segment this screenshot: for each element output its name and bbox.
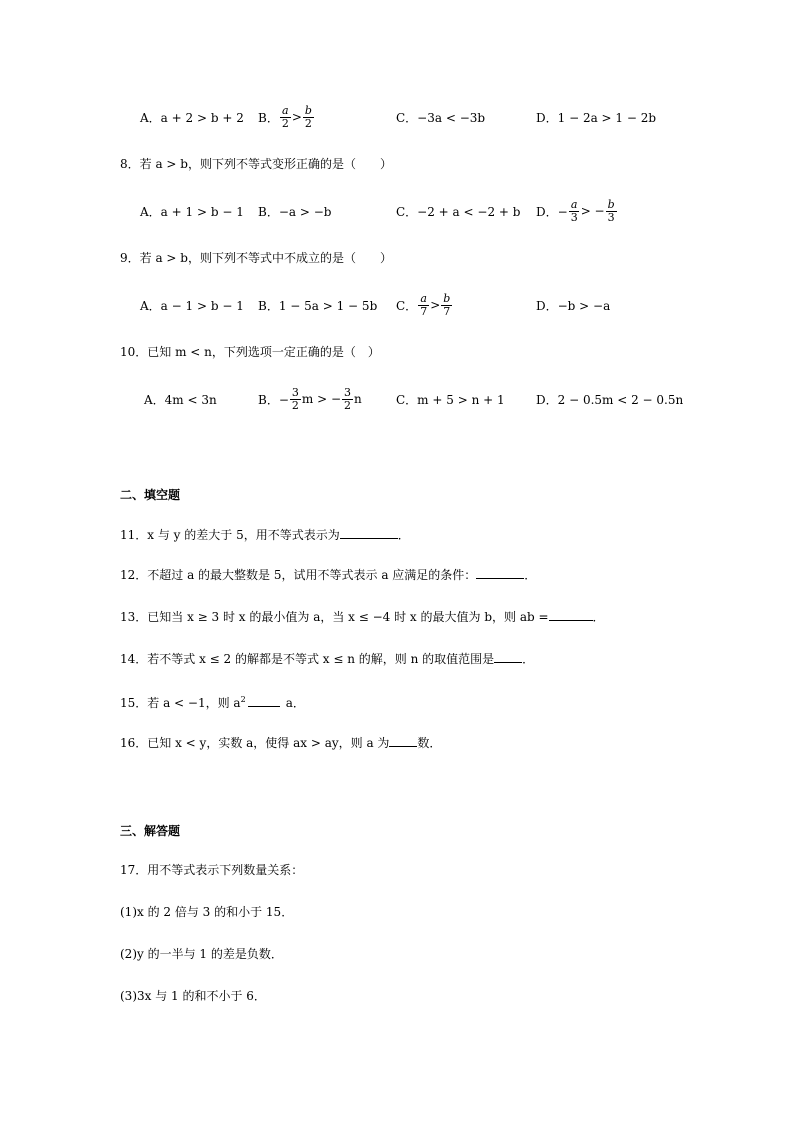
q11-end: ． [397, 528, 410, 542]
q16-end: 数． [417, 736, 442, 750]
q11-answer-blank[interactable] [340, 526, 398, 539]
fraction-numerator: a [420, 291, 427, 305]
fraction-numerator: 3 [344, 385, 351, 399]
q16-text: 16．已知 x < y，实数 a，使得 ax > ay，则 a 为 [120, 736, 390, 750]
q12-end: ． [524, 568, 537, 582]
q12-text: 12．不超过 a 的最大整数是 5，试用不等式表示 a 应满足的条件： [120, 568, 477, 582]
q14-answer-blank[interactable] [494, 650, 522, 663]
q13 [120, 608, 605, 625]
q13-answer-blank[interactable] [549, 608, 593, 621]
q17-part-2: (2)y 的一半与 1 的差是负数． [120, 947, 283, 961]
q9-option-b: B．1 − 5a > 1 − 5b [258, 298, 378, 313]
q17-part-1: (1)x 的 2 倍与 3 的和小于 15． [120, 905, 294, 919]
q7-option-b [258, 100, 315, 134]
q9-option-a: A．a − 1 > b − 1 [140, 298, 244, 313]
fraction-numerator: b [443, 291, 451, 305]
q10-option-d: D．2 − 0.5m < 2 − 0.5n [536, 392, 684, 407]
q7-option-b-fraction-2 [303, 105, 314, 130]
q14-text: 14．若不等式 x ≤ 2 的解都是不等式 x ≤ n 的解，则 n 的取值范围是 [120, 652, 495, 666]
q8-option-d [536, 194, 618, 228]
q9-option-c-operator: > [430, 298, 441, 312]
q10-option-b-fraction-2 [342, 387, 353, 412]
q14-end: ． [522, 652, 535, 666]
fraction-denominator: 2 [304, 116, 312, 130]
fraction-denominator: 2 [281, 116, 289, 130]
section-heading-solve: 三、解答题 [120, 824, 181, 838]
q10-options [140, 382, 700, 416]
q7-option-b-operator: > [291, 110, 302, 124]
q11-text: 11．x 与 y 的差大于 5，用不等式表示为 [120, 528, 340, 542]
fraction-denominator: 3 [607, 210, 615, 224]
q7-option-a: A．a + 2 > b + 2 [140, 110, 244, 125]
q8-option-a: A．a + 1 > b − 1 [140, 204, 244, 219]
q9-option-c-prefix: C． [396, 298, 418, 313]
q9-option-c-fraction-2 [441, 293, 452, 318]
q12 [120, 566, 536, 583]
q16 [120, 734, 441, 751]
fraction-numerator: a [282, 103, 289, 117]
q15 [120, 692, 305, 711]
q8-option-c: C．−2 + a < −2 + b [396, 204, 521, 219]
fraction-denominator: 7 [420, 304, 428, 318]
q10-option-a: A．4m < 3n [144, 392, 217, 407]
q13-end: ． [592, 610, 605, 624]
q9-option-c-fraction-1 [418, 293, 429, 318]
q15-exponent: 2 [240, 695, 246, 704]
q11 [120, 526, 410, 543]
q12-answer-blank[interactable] [476, 566, 524, 579]
q10-stem: 10．已知 m < n，下列选项一定正确的是（ ） [120, 345, 380, 359]
q10-option-b [258, 382, 362, 416]
fraction-denominator: 2 [291, 398, 299, 412]
q13-text: 13．已知当 x ≥ 3 时 x 的最小值为 a，当 x ≤ −4 时 x 的最大值为 b，则 ab = [120, 610, 549, 624]
q7-options [140, 100, 700, 134]
q15-answer-blank[interactable] [248, 694, 280, 707]
fraction-numerator: a [570, 197, 578, 211]
q10-option-b-middle: m > − [301, 392, 341, 406]
fraction-denominator: 2 [344, 398, 351, 412]
q8-option-d-fraction-2 [606, 199, 617, 224]
q7-option-c: C．−3a < −3b [396, 110, 486, 125]
q8-option-d-operator: > − [580, 204, 605, 218]
q14 [120, 650, 534, 667]
fraction-denominator: 7 [443, 304, 451, 318]
q7-option-b-fraction-1 [280, 105, 291, 130]
q15-end: a． [285, 696, 305, 710]
q9-option-d: D．−b > −a [536, 298, 611, 313]
q17-stem: 17．用不等式表示下列数量关系： [120, 863, 304, 877]
q8-stem: 8．若 a > b，则下列不等式变形正确的是（ ） [120, 157, 392, 171]
q9-options [140, 288, 700, 322]
q9-stem: 9．若 a > b，则下列不等式中不成立的是（ ） [120, 251, 392, 265]
fraction-numerator: 3 [291, 385, 299, 399]
q10-option-b-suffix: n [354, 392, 362, 406]
q10-option-b-prefix: B．− [258, 392, 289, 407]
q8-option-b: B．−a > −b [258, 204, 332, 219]
q9-option-c [396, 288, 453, 322]
section-heading-fill-in: 二、填空题 [120, 488, 181, 502]
fraction-denominator: 3 [570, 210, 578, 224]
q17-part-3: (3)3x 与 1 的和不小于 6． [120, 989, 266, 1003]
q8-option-d-fraction-1 [569, 199, 580, 224]
fraction-numerator: b [607, 197, 615, 211]
q16-answer-blank[interactable] [389, 734, 417, 747]
q15-text: 15．若 a < −1，则 a [120, 696, 241, 710]
q7-option-d: D．1 − 2a > 1 − 2b [536, 110, 657, 125]
q8-option-d-prefix: D．− [536, 204, 568, 219]
q10-option-b-fraction-1 [290, 387, 301, 412]
q7-option-b-prefix: B． [258, 110, 279, 125]
q8-options [140, 194, 700, 228]
fraction-numerator: b [304, 103, 312, 117]
q10-option-c: C．m + 5 > n + 1 [396, 392, 505, 407]
